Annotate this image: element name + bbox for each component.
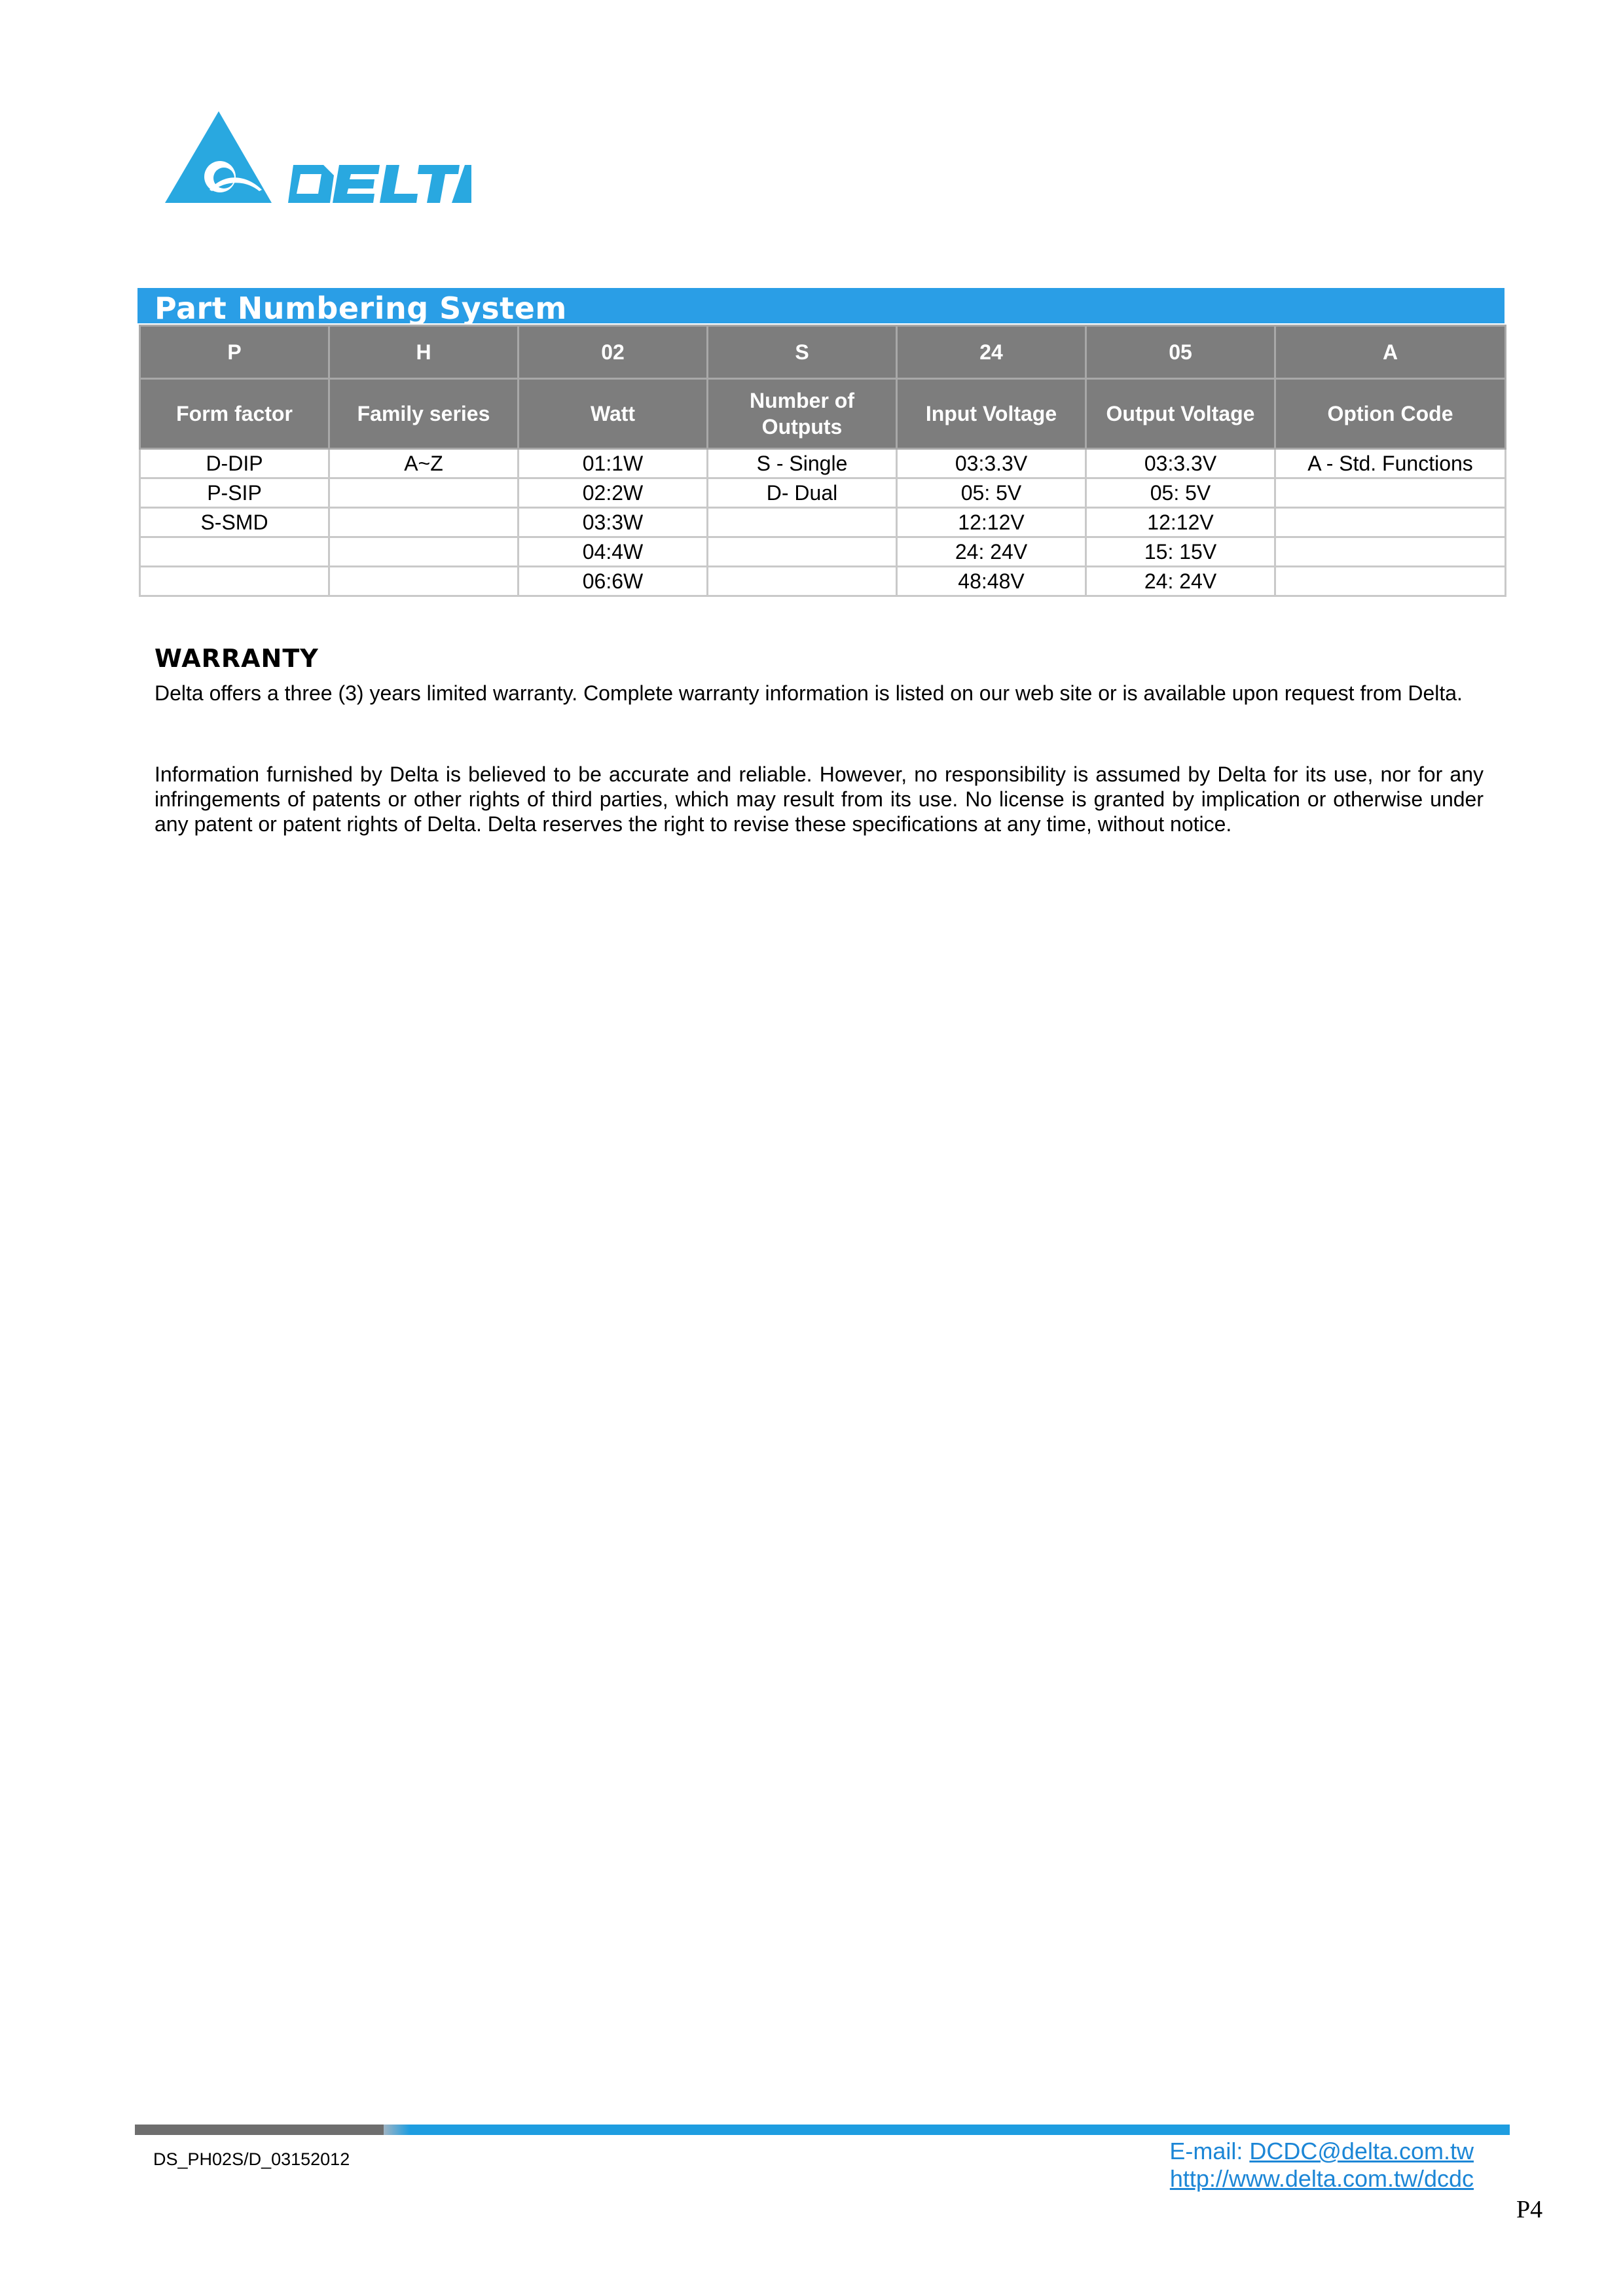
column-header: Family series (329, 379, 519, 449)
table-cell (329, 478, 519, 508)
part-numbering-table (139, 325, 1506, 597)
table-cell: 02:2W (519, 478, 708, 508)
code-cell: S (708, 326, 897, 379)
code-cell: A (1275, 326, 1506, 379)
table-cell: 15: 15V (1086, 537, 1275, 567)
header-row (140, 379, 1506, 449)
code-cell: 02 (519, 326, 708, 379)
table-cell (708, 567, 897, 596)
document-id: DS_PH02S/D_03152012 (153, 2149, 350, 2169)
table-cell (708, 508, 897, 537)
page-number: P4 (1516, 2196, 1543, 2223)
code-cell: 24 (897, 326, 1086, 379)
table-row (140, 508, 1506, 537)
table-cell: S - Single (708, 449, 897, 478)
table-cell: D-DIP (140, 449, 329, 478)
table-row (140, 478, 1506, 508)
column-header: Option Code (1275, 379, 1506, 449)
column-header: Form factor (140, 379, 329, 449)
table-cell: S-SMD (140, 508, 329, 537)
email-link[interactable]: DCDC@delta.com.tw (1249, 2138, 1474, 2164)
table-cell: A - Std. Functions (1275, 449, 1506, 478)
column-header: Watt (519, 379, 708, 449)
table-cell: D- Dual (708, 478, 897, 508)
footer-rule (135, 2125, 1510, 2135)
table-cell: 24: 24V (897, 537, 1086, 567)
table-cell: 03:3W (519, 508, 708, 537)
column-header: Number of Outputs (708, 379, 897, 449)
table-cell (329, 537, 519, 567)
table-cell: 01:1W (519, 449, 708, 478)
table-cell: 03:3.3V (897, 449, 1086, 478)
table-cell (140, 567, 329, 596)
code-cell: H (329, 326, 519, 379)
part-numbering-title-bar (137, 288, 1504, 326)
table-cell: 12:12V (1086, 508, 1275, 537)
disclaimer-paragraph: Information furnished by Delta is believed to be accurate and reliable. However, no responsibility is assumed by Delta for its use, nor for any infringements of patents or other rights of third parties, which may result from its use. No license is granted by implication or otherwise under any patent or patent rights of Delta. Delta reserves the right to revise these specifications at any time, without notice. (155, 762, 1484, 836)
code-cell: 05 (1086, 326, 1275, 379)
column-header: Output Voltage (1086, 379, 1275, 449)
table-cell: 12:12V (897, 508, 1086, 537)
table-cell: 04:4W (519, 537, 708, 567)
warranty-heading: WARRANTY (155, 644, 319, 673)
delta-logo (164, 110, 471, 208)
table-cell: P-SIP (140, 478, 329, 508)
table-row (140, 537, 1506, 567)
table-row (140, 567, 1506, 596)
table-cell: 05: 5V (1086, 478, 1275, 508)
part-numbering-title: Part Numbering System (155, 291, 567, 326)
column-header: Input Voltage (897, 379, 1086, 449)
table-cell: 05: 5V (897, 478, 1086, 508)
table-cell (140, 537, 329, 567)
footer-contact (1169, 2138, 1474, 2193)
table-cell (1275, 567, 1506, 596)
table-cell (1275, 508, 1506, 537)
table-cell: 03:3.3V (1086, 449, 1275, 478)
footer-rule-dark (135, 2125, 384, 2135)
email-label: E-mail: (1169, 2138, 1250, 2164)
table-cell (1275, 478, 1506, 508)
table-cell: 48:48V (897, 567, 1086, 596)
code-cell: P (140, 326, 329, 379)
table-cell (329, 508, 519, 537)
table-cell: 06:6W (519, 567, 708, 596)
table-cell: A~Z (329, 449, 519, 478)
table-cell: 24: 24V (1086, 567, 1275, 596)
table-cell (708, 537, 897, 567)
footer-rule-blue (384, 2125, 1510, 2135)
table-row (140, 449, 1506, 478)
table-cell (329, 567, 519, 596)
warranty-paragraph: Delta offers a three (3) years limited warranty. Complete warranty information is listed on our web site or is available upon request from Delta. (155, 681, 1463, 705)
table-cell (1275, 537, 1506, 567)
code-row (140, 326, 1506, 379)
website-link[interactable]: http://www.delta.com.tw/dcdc (1169, 2165, 1474, 2192)
